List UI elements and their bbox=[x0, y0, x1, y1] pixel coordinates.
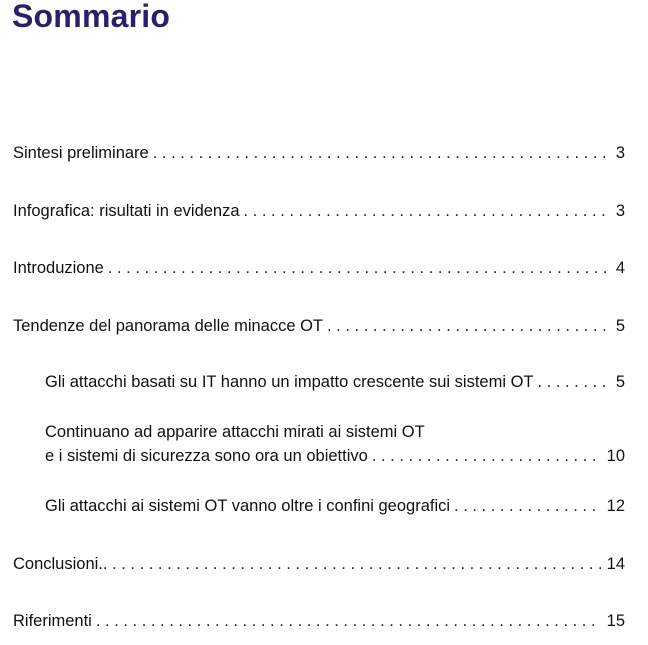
toc-entry-label-line2: e i sistemi di sicurezza sono ora un obiettivo bbox=[45, 447, 368, 465]
toc-page-number: 14 bbox=[606, 555, 625, 573]
dot-leader bbox=[327, 314, 607, 338]
toc-entry-attacchi-mirati[interactable] bbox=[45, 420, 625, 468]
dot-leader bbox=[96, 609, 601, 633]
toc-page-number: 4 bbox=[615, 259, 625, 277]
toc-entry-label: Gli attacchi ai sistemi OT vanno oltre i confini geografici bbox=[45, 497, 451, 515]
toc-page-number: 3 bbox=[615, 144, 625, 162]
toc-entry-label: Gli attacchi basati su IT hanno un impatto crescente sui sistemi OT bbox=[45, 373, 534, 391]
toc-entry-riferimenti[interactable] bbox=[13, 609, 625, 633]
dot-leader bbox=[108, 256, 607, 280]
dot-leader bbox=[244, 199, 607, 223]
dot-leader bbox=[372, 444, 601, 468]
dot-leader bbox=[153, 141, 607, 165]
toc-entry-label: Conclusioni. bbox=[13, 555, 103, 573]
toc-page-number: 5 bbox=[615, 373, 625, 391]
toc-page-number: 12 bbox=[606, 497, 625, 515]
toc-page-number: 15 bbox=[606, 612, 625, 630]
toc-entry-conclusioni[interactable] bbox=[13, 552, 625, 576]
dot-leader bbox=[103, 552, 601, 576]
toc-page-number: 3 bbox=[615, 202, 625, 220]
toc-entry-label: Introduzione bbox=[13, 259, 104, 277]
toc-entry-label: Infografica: risultati in evidenza bbox=[13, 202, 240, 220]
toc-entry-introduzione[interactable] bbox=[13, 256, 625, 280]
toc-entry-confini-geografici[interactable] bbox=[45, 494, 625, 518]
toc-entry-tendenze[interactable] bbox=[13, 314, 625, 338]
toc-entry-label-line1: Continuano ad apparire attacchi mirati ai sistemi OT bbox=[45, 423, 425, 441]
toc-entry-attacchi-it[interactable] bbox=[45, 370, 625, 394]
toc-entry-line2 bbox=[45, 444, 625, 468]
toc-entry-label: Sintesi preliminare bbox=[13, 144, 149, 162]
page-title: Sommario bbox=[12, 0, 171, 34]
dot-leader bbox=[454, 494, 601, 518]
toc-entry-label: Riferimenti bbox=[13, 612, 92, 630]
toc-entry-sintesi-preliminare[interactable] bbox=[13, 141, 625, 165]
toc-entry-label: Tendenze del panorama delle minacce OT bbox=[13, 317, 324, 335]
toc-page-number: 5 bbox=[615, 317, 625, 335]
toc-page-number: 10 bbox=[606, 447, 625, 465]
dot-leader bbox=[538, 370, 608, 394]
toc-entry-infografica[interactable] bbox=[13, 199, 625, 223]
